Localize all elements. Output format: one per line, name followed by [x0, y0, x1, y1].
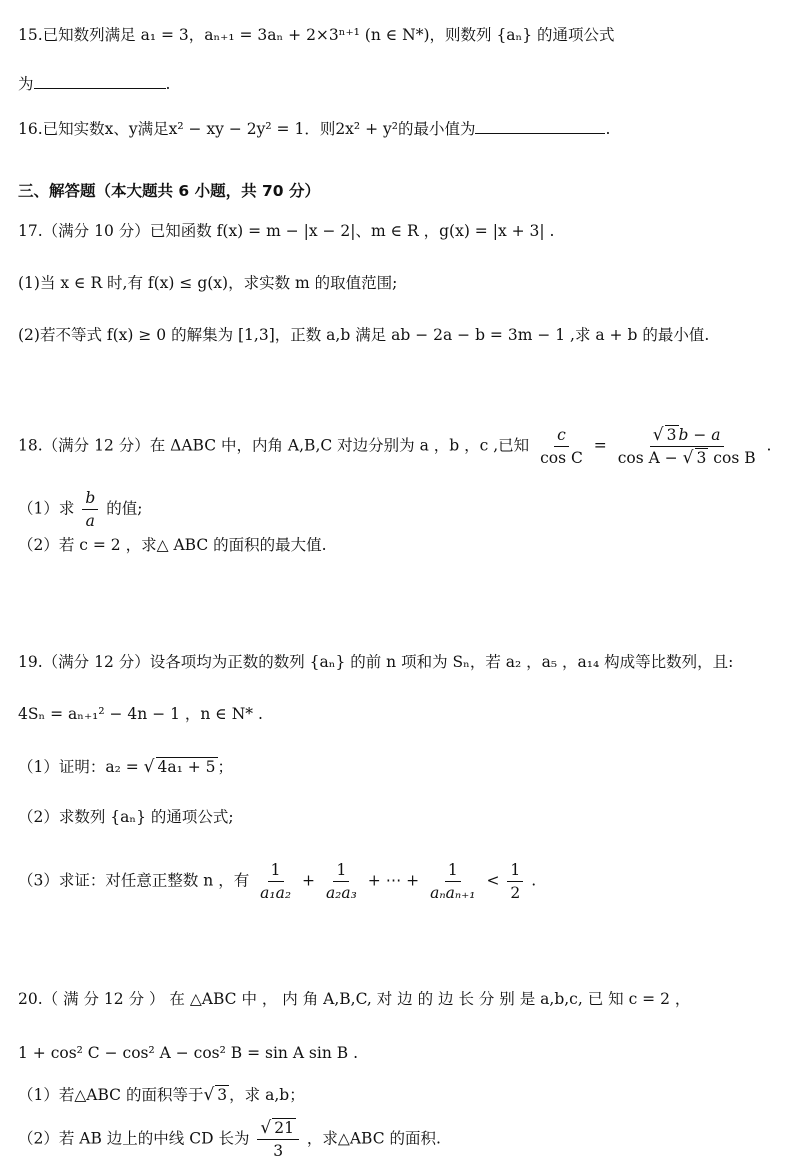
q18-stem: [18, 425, 771, 468]
q19-stem2: 4Sₙ = aₙ₊₁² − 4n − 1 ，n ∈ N* .: [18, 705, 263, 723]
q18-frac2-num-rest: b − a: [678, 426, 721, 444]
radical-sign-icon: √: [203, 1085, 215, 1105]
q20-p2-numerator: [257, 1118, 299, 1140]
q20-p2-fraction: [257, 1118, 299, 1161]
q18-frac2-den-b: cos B: [708, 449, 756, 467]
radical-sign-icon: √: [260, 1118, 272, 1138]
q18-part1: [18, 488, 142, 531]
radical-sign-icon: √: [143, 757, 155, 777]
q19-p3-f1-den: a₁a₂: [260, 884, 292, 902]
q18-frac1-denominator: cos C: [540, 449, 583, 467]
q18-p1-numerator: b: [82, 488, 98, 510]
q17-part2: (2)若不等式 f(x) ≥ 0 的解集为 [1,3]，正数 a,b 满足 ab − 2a − b = 3m − 1 ,求 a + b 的最小值.: [18, 326, 710, 344]
q18-frac2-den-a: cos A −: [617, 449, 683, 467]
q15-answer-blank: [34, 72, 166, 89]
q19-p1-radicand: 4a₁ + 5: [157, 758, 216, 776]
q19-p3-lt: <: [486, 871, 500, 890]
q18-fraction-2: [615, 425, 759, 468]
q19-p1-suffix: ；: [217, 758, 234, 776]
q18-frac2-num-radicand: 3: [666, 426, 677, 444]
section-3-title: 三、解答题（本大题共 6 小题，共 70 分）: [18, 182, 320, 200]
q16-text: 16.已知实数x、y满足x² − xy − 2y² = 1．则2x² + y²的最小值为: [18, 120, 476, 138]
q18-frac2-numerator: [650, 425, 724, 447]
radical-sign-icon: √: [682, 448, 694, 468]
q19-part3: [18, 860, 536, 903]
q18-fraction-1: [537, 425, 586, 468]
q20-p2-prefix: （2）若 AB 边上的中线 CD 长为: [18, 1129, 250, 1148]
q19-part1: [18, 756, 233, 778]
q19-p1-prefix: （1）证明：a₂ =: [18, 758, 144, 776]
q17-part1: (1)当 x ∈ R 时,有 f(x) ≤ g(x)，求实数 m 的取值范围;: [18, 274, 398, 292]
q18-frac2-denominator: [615, 447, 759, 468]
q19-p3-fraction-3: [427, 860, 478, 903]
q19-p3-f1-num: 1: [268, 860, 284, 882]
q19-part2: （2）求数列 {aₙ} 的通项公式;: [18, 808, 234, 826]
q18-frac1-numerator: c: [554, 425, 569, 447]
q20-p1-radicand: 3: [217, 1086, 228, 1104]
q20-stem: 20.（ 满 分 12 分 ） 在 △ABC 中 ， 内 角 A,B,C, 对 边 的 边 长 分 别 是 a,b,c, 已 知 c = 2 ，: [18, 990, 691, 1008]
q18-stem-end: .: [766, 436, 772, 455]
q16-end: .: [605, 120, 611, 138]
q20-p2-denominator: 3: [273, 1142, 284, 1160]
q15-end: .: [165, 75, 171, 93]
q20-p2-num-radicand: 21: [274, 1119, 294, 1137]
q20-part1: [18, 1084, 305, 1106]
q18-part2: （2）若 c = 2 ，求△ ABC 的面积的最大值.: [18, 536, 327, 554]
q19-p3-end: .: [531, 871, 537, 890]
q16-answer-blank: [475, 117, 605, 134]
radical-sign-icon: √: [652, 425, 664, 445]
q19-p3-plus: +: [302, 871, 315, 890]
q18-stem-prefix: 18.（满分 12 分）在 ΔABC 中，内角 A,B,C 对边分别为 a ，b ，c ,已知: [18, 436, 530, 455]
q19-p3-f4-num: 1: [507, 860, 523, 882]
q18-p1-prefix: （1）求: [18, 499, 75, 518]
q20-stem2: 1 + cos² C − cos² A − cos² B = sin A sin B .: [18, 1044, 359, 1062]
q18-p1-denominator: a: [85, 512, 95, 530]
q18-equals: =: [593, 436, 607, 455]
q18-p1-suffix: 的值;: [106, 499, 143, 518]
q19-p3-f3-num: 1: [445, 860, 461, 882]
q19-p3-f2-num: 1: [333, 860, 349, 882]
q19-stem: 19.（满分 12 分）设各项均为正数的数列 {aₙ} 的前 n 项和为 Sₙ，若 a₂ ，a₅ ，a₁₄ 构成等比数列，且:: [18, 653, 734, 671]
q20-p2-suffix: ，求△ABC 的面积.: [306, 1129, 441, 1148]
q17-stem: 17.（满分 10 分）已知函数 f(x) = m − |x − 2|、m ∈ R ，g(x) = |x + 3| .: [18, 222, 555, 240]
q19-p3-f2-den: a₂a₃: [325, 884, 357, 902]
q15-line2: [18, 72, 170, 95]
q20-part2: [18, 1118, 441, 1161]
q19-p3-fraction-1: [257, 860, 294, 903]
q15-line2-text: 为: [18, 75, 34, 93]
q19-p3-dots: + ⋯ +: [367, 871, 420, 890]
q19-p3-fraction-2: [323, 860, 360, 903]
q16-line: [18, 117, 610, 140]
q19-p3-fraction-4: [507, 860, 523, 903]
q19-p3-f3-den: aₙaₙ₊₁: [430, 884, 476, 902]
q19-p3-prefix: （3）求证：对任意正整数 n ，有: [18, 871, 250, 890]
q19-p3-f4-den: 2: [510, 884, 521, 902]
q15-line1: 15.已知数列满足 a₁ = 3，aₙ₊₁ = 3aₙ + 2×3ⁿ⁺¹ (n ∈ N*)，则数列 {aₙ} 的通项公式: [18, 26, 615, 44]
q18-p1-fraction: [82, 488, 98, 531]
q20-p1-prefix: （1）若△ABC 的面积等于: [18, 1086, 204, 1104]
q20-p1-suffix: ，求 a,b；: [229, 1086, 305, 1104]
q18-frac2-den-radicand: 3: [696, 449, 707, 467]
